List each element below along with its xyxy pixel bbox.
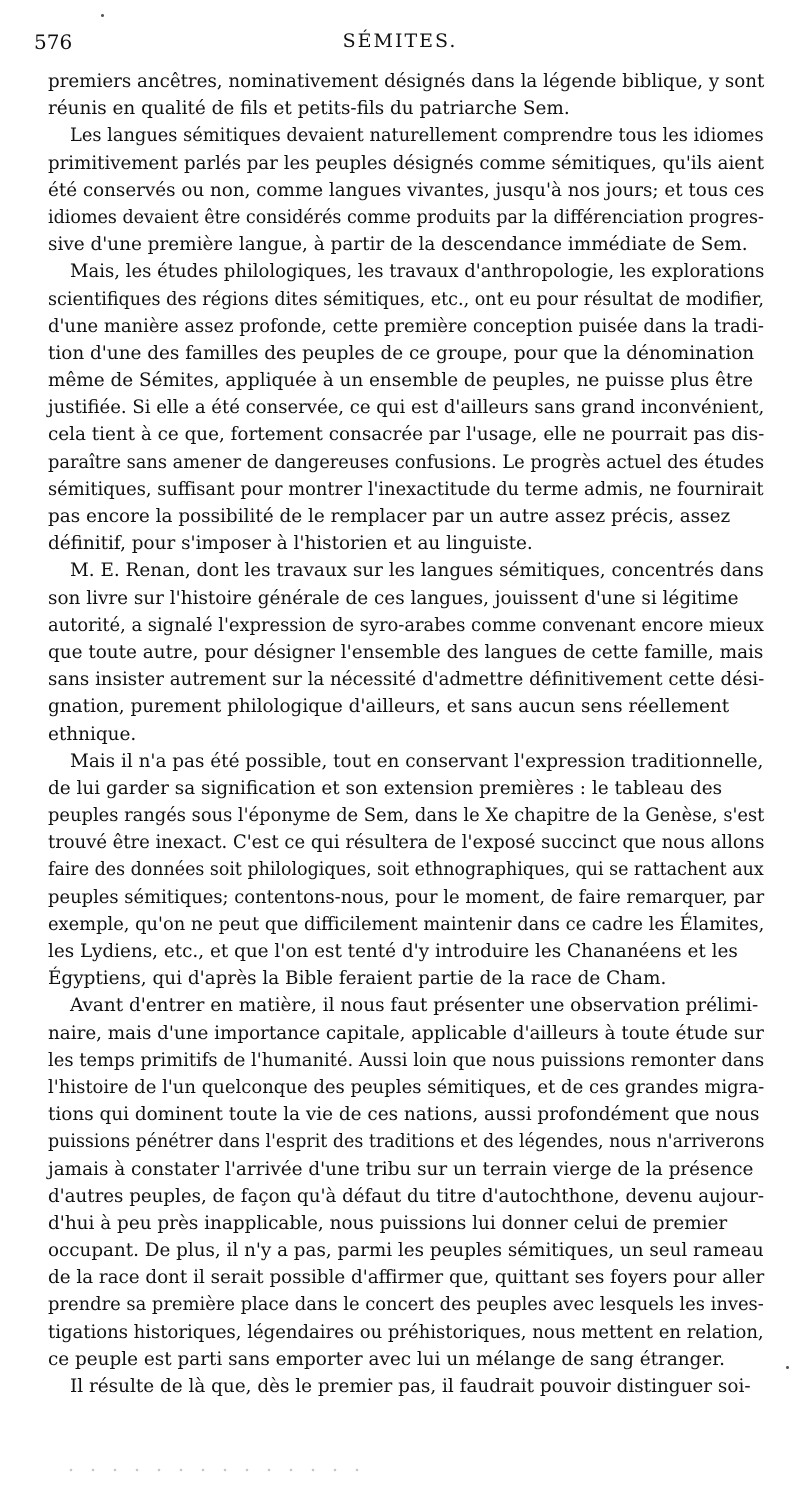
text-line: Avant d'entrer en matière, il nous faut présenter une observation prélimi- (70, 995, 759, 1017)
text-line: ethnique. (48, 723, 137, 745)
text-line: peuples sémitiques; contentons-nous, pour le moment, de faire remarquer, par (48, 886, 765, 908)
text-line: autorité, a signalé l'expression de syro-arabes comme convenant encore mieux (48, 614, 764, 636)
text-line: d'autres peuples, de façon qu'à défaut du titre d'autochthone, devenu aujour- (48, 1185, 764, 1207)
text-line: tion d'une des familles des peuples de ce groupe, pour que la dénomination (48, 342, 755, 364)
bottom-bleed-through (60, 1468, 360, 1472)
text-line: Il résulte de là que, dès le premier pas, il faudrait pouvoir distinguer soi- (70, 1376, 751, 1397)
ink-speck (786, 1366, 789, 1369)
text-line: idiomes devaient être considérés comme produits par la différenciation progres- (48, 206, 764, 228)
text-line: paraître sans amener de dangereuses confusions. Le progrès actuel des études (48, 451, 765, 473)
text-line: Égyptiens, qui d'après la Bible feraient partie de la race de Cham. (48, 968, 667, 990)
text-line: Mais il n'a pas été possible, tout en conservant l'expression traditionnelle, (70, 750, 764, 772)
page-number: 576 (34, 30, 73, 54)
text-line: pas encore la possibilité de le remplacer par un autre assez précis, assez (48, 506, 731, 527)
text-line: de lui garder sa signification et son extension premières : le tableau des (48, 777, 723, 799)
text-line: sans insister autrement sur la nécessité d'admettre définitivement cette dési- (48, 669, 765, 691)
text-line: définitif, pour s'imposer à l'historien et au linguiste. (48, 533, 533, 555)
text-line: gnation, purement philologique d'ailleurs, et sans aucun sens réellement (48, 696, 730, 718)
text-line: justifiée. Si elle a été conservée, ce qui est d'ailleurs sans grand inconvénient, (48, 397, 765, 419)
text-line: puissions pénétrer dans l'esprit des traditions et des légendes, nous n'arriverons (48, 1131, 765, 1153)
text-line: tions qui dominent toute la vie de ces nations, aussi profondément que nous (48, 1104, 760, 1126)
text-line: même de Sémites, appliquée à un ensemble de peuples, ne puisse plus être (48, 370, 753, 392)
text-line: jamais à constater l'arrivée d'une tribu sur un terrain vierge de la présence (48, 1158, 754, 1180)
text-line: que toute autre, pour désigner l'ensemble des langues de cette famille, mais (48, 641, 764, 663)
text-line: primitivement parlés par les peuples désignés comme sémitiques, qu'ils aient (48, 152, 765, 174)
text-line: peuples rangés sous l'éponyme de Sem, dans le Xe chapitre de la Genèse, s'est (48, 805, 765, 827)
text-line: exemple, qu'on ne peut que difficilement maintenir dans ce cadre les Élamites, (48, 913, 765, 935)
text-line: faire des données soit philologiques, soit ethnographiques, qui se rattachent aux (48, 859, 764, 881)
text-line: M. E. Renan, dont les travaux sur les langues sémitiques, concentrés dans (70, 560, 764, 582)
text-line: sive d'une première langue, à partir de la descendance immédiate de Sem. (48, 234, 748, 256)
page-header (34, 30, 766, 60)
text-line: d'une manière assez profonde, cette première conception puisée dans la tradi- (48, 315, 764, 337)
text-line: de la race dont il serait possible d'affirmer que, quittant ses foyers pour aller (48, 1267, 765, 1289)
text-line: été conservés ou non, comme langues vivantes, jusqu'à nos jours; et tous ces (48, 179, 765, 201)
text-line: Les langues sémitiques devaient naturellement comprendre tous les idiomes (70, 125, 764, 147)
text-line: son livre sur l'histoire générale de ces langues, jouissent d'une si légitime (48, 587, 739, 609)
ink-speck (101, 14, 104, 17)
text-line: d'hui à peu près inapplicable, nous puissions lui donner celui de premier (48, 1212, 728, 1234)
text-line: occupant. De plus, il n'y a pas, parmi les peuples sémitiques, un seul rameau (48, 1240, 764, 1262)
text-line: les temps primitifs de l'humanité. Aussi loin que nous puissions remonter dans (48, 1049, 765, 1071)
text-line: scientifiques des régions dites sémitiques, etc., ont eu pour résultat de modifier, (48, 288, 764, 310)
running-title: SÉMITES. (342, 30, 458, 52)
text-line: cela tient à ce que, fortement consacrée par l'usage, elle ne pourrait pas dis- (48, 424, 765, 446)
text-line: ce peuple est parti sans emporter avec lui un mélange de sang étranger. (48, 1348, 725, 1370)
text-line: Mais, les études philologiques, les travaux d'anthropologie, les explorations (70, 261, 765, 283)
text-line: sémitiques, suffisant pour montrer l'inexactitude du terme admis, ne fournirait (48, 478, 764, 500)
text-line: les Lydiens, etc., et que l'on est tenté d'y introduire les Chananéens et les (48, 941, 738, 962)
body-text (48, 68, 764, 1400)
text-line: trouvé être inexact. C'est ce qui résultera de l'exposé succinct que nous allons (48, 832, 765, 854)
text-line: tigations historiques, légendaires ou préhistoriques, nous mettent en relation, (48, 1321, 764, 1343)
text-line: premiers ancêtres, nominativement désignés dans la légende biblique, y sont (48, 71, 765, 92)
text-line: naire, mais d'une importance capitale, applicable d'ailleurs à toute étude sur (48, 1022, 764, 1044)
text-line: l'histoire de l'un quelconque des peuples sémitiques, et de ces grandes migra- (48, 1076, 765, 1098)
text-line: réunis en qualité de fils et petits-fils du patriarche Sem. (48, 98, 570, 120)
text-line: prendre sa première place dans le concert des peuples avec lesquels les inves- (48, 1294, 764, 1316)
